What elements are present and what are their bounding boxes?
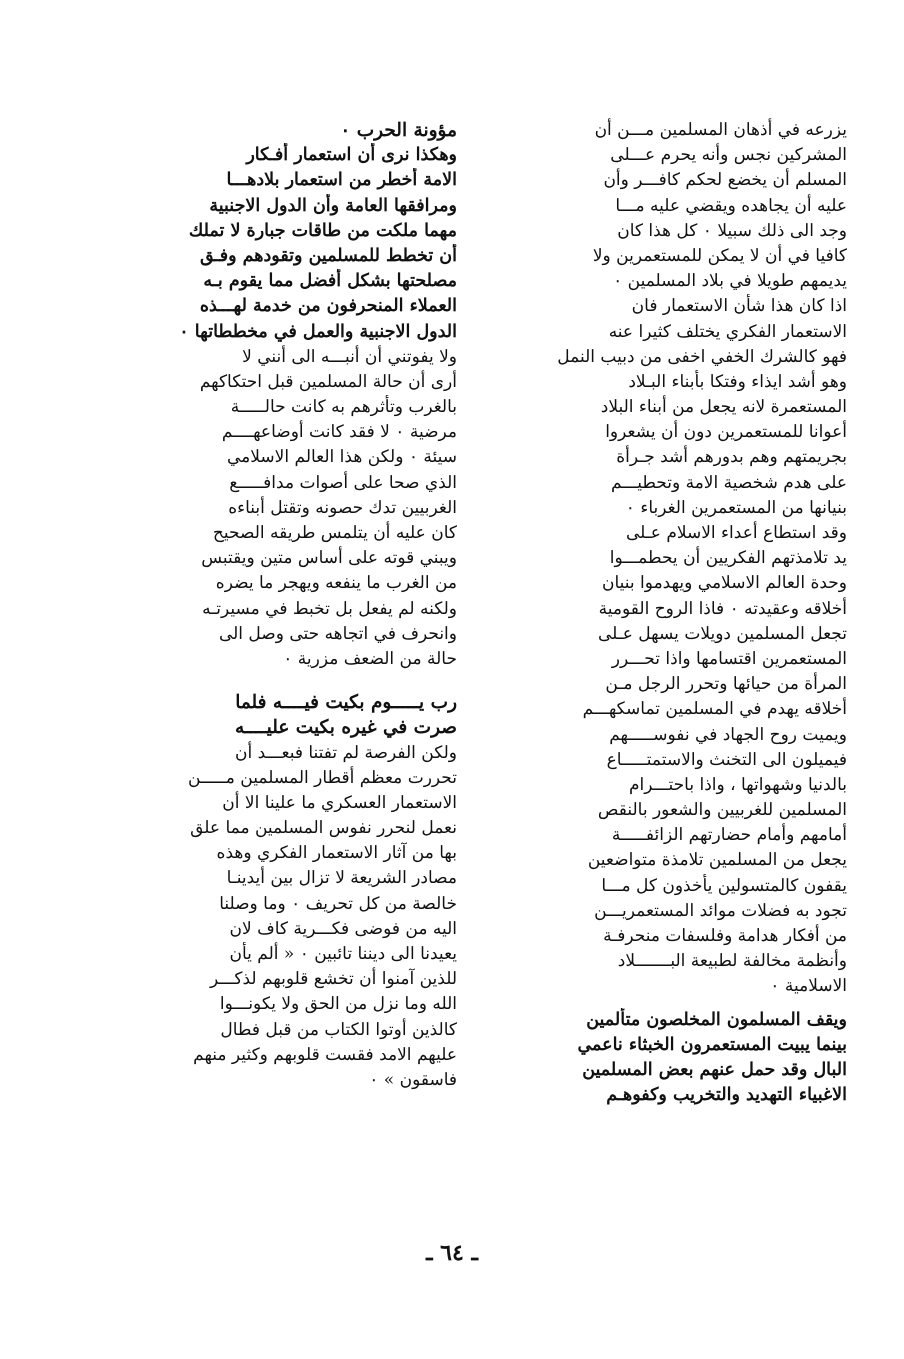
bold-text-line: ويقف المسلمون المخلصون متألمين xyxy=(586,1009,847,1030)
text-line: أخلاقه وعقيدته ٠ فاذا الروح القومية xyxy=(598,598,847,619)
text-line: يجعل من المسلمين تلامذة متواضعين xyxy=(587,850,847,871)
section-heading: مؤونة الحرب ٠ xyxy=(340,120,457,141)
page-number: ـ ٦٤ ـ xyxy=(426,1240,478,1266)
text-line: أخلاقه يهدم في المسلمين تماسكهـــم xyxy=(582,699,847,720)
bold-text-line: مهما ملكت من طاقات جبارة لا تملك xyxy=(188,220,457,241)
verse-line: صرت في غيره بكيت عليــــه xyxy=(235,717,457,739)
bold-text-line: ومرافقها العامة وأن الدول الاجنبية xyxy=(209,195,457,216)
text-line: فهو كالشرك الخفي اخفى من دبيب النمل xyxy=(557,346,847,367)
text-line: اذا كان هذا شأن الاستعمار فان xyxy=(631,296,847,317)
text-line: من الغرب ما ينفعه ويهجر ما يضره xyxy=(215,573,457,594)
bold-text-line: العملاء المنحرفون من خدمة لهـــذه xyxy=(199,296,457,317)
left-paragraph-2 xyxy=(127,741,457,1094)
text-line: وحدة العالم الاسلامي ويهدموا بنيان xyxy=(602,573,847,594)
text-line: المستعمرة لانه يجعل من أبناء البلاد xyxy=(600,397,847,418)
text-line: خالصة من كل تحريف ٠ وما وصلنا xyxy=(219,893,457,914)
text-line: أعوانا للمستعمرين دون أن يشعروا xyxy=(605,422,847,443)
text-line: وجد الى ذلك سبيلا ٠ كل هذا كان xyxy=(617,220,847,241)
left-bold-paragraph xyxy=(127,143,457,345)
text-line: الله وما نزل من الحق ولا يكونـــوا xyxy=(219,994,457,1015)
bold-text-line: الامة أخطر من استعمار بلادهـــا xyxy=(226,170,457,191)
text-line: يديمهم طويلا في بلاد المسلمين ٠ xyxy=(613,271,847,292)
text-line: كالذين أوتوا الكتاب من قبل فطال xyxy=(220,1019,457,1040)
bold-text-line: البال وقد حمل عنهم بعض المسلمين xyxy=(582,1059,847,1080)
text-line: المشركين نجس وأنه يحرم عـــلى xyxy=(610,145,847,166)
text-line: تجود به فضلات موائد المستعمريـــن xyxy=(594,900,847,921)
text-line: ويبني قوته على أساس متين ويقتبس xyxy=(201,548,457,569)
text-line: فيميلون الى التخنث والاستمتـــــاع xyxy=(606,749,847,770)
text-line: يعيدنا الى ديننا تائبين ٠ « ألم يأن xyxy=(229,944,457,964)
text-line: الاسلامية ٠ xyxy=(770,976,847,997)
text-line: حالة من الضعف مزرية ٠ xyxy=(283,648,457,669)
text-line: ولكنه لم يفعل بل تخبط في مسيرتـه xyxy=(202,598,457,619)
text-line: مصادر الشريعة لا تزال بين أيدينـا xyxy=(226,868,457,889)
text-line: يزرعه في أذهان المسلمين مـــن أن xyxy=(594,120,847,140)
text-line: من أفكار هدامة وفلسفات منحرفـة xyxy=(603,926,847,946)
text-line: تجعل المسلمين دويلات يسهل عـلى xyxy=(597,623,847,644)
text-line: وانحرف في اتجاهه حتى وصل الى xyxy=(218,623,457,644)
text-line: وهو أشد ايذاء وفتكا بأبناء البـلاد xyxy=(628,371,847,392)
right-paragraphs xyxy=(492,118,847,1000)
text-line: الاستعمار الفكري يختلف كثيرا عنه xyxy=(608,321,847,342)
text-line: كافيا في أن لا يمكن للمستعمرين ولا xyxy=(592,245,847,266)
text-line: فاسقون » ٠ xyxy=(369,1069,457,1090)
text-line: بجريمتهم وهم بدورهم أشد جـرأة xyxy=(616,447,847,468)
text-line: يقفون كالمتسولين يأخذون كل مـــا xyxy=(601,875,847,896)
text-line: عليهم الامد فقست قلوبهم وكثير منهم xyxy=(193,1044,457,1065)
text-line: المستعمرين اقتسامها واذا تحـــرر xyxy=(611,648,847,669)
text-line: بها من آثار الاستعمار الفكري وهذه xyxy=(216,843,457,864)
text-line: ولا يفوتني أن أنبـــه الى أنني لا xyxy=(242,346,457,367)
left-column xyxy=(127,118,457,1093)
text-line: على هدم شخصية الامة وتحطيـــم xyxy=(610,472,847,493)
right-column xyxy=(492,118,847,1108)
bold-text-line: أن تخطط للمسلمين وتقودهم وفـق xyxy=(199,245,457,266)
text-line: كان عليه أن يتلمس طريقه الصحيح xyxy=(212,523,457,543)
bold-text-line: الدول الاجنبية والعمل في مخططاتها ٠ xyxy=(179,321,457,342)
text-line: بالدنيا وشهواتها ، واذا باحتـــرام xyxy=(628,774,847,795)
text-line: يد تلامذتهم الفكريين أن يحطمـــوا xyxy=(609,548,847,569)
text-line: بنيانها من المستعمرين الغرباء ٠ xyxy=(625,497,847,518)
text-line: الاستعمار العسكري ما علينا الا أن xyxy=(222,792,457,813)
poem-verse xyxy=(127,690,457,740)
text-line: اليه من فوضى فكـــرية كاف لان xyxy=(229,918,457,939)
bold-text-line: وهكذا نرى أن استعمار أفـكار xyxy=(246,145,457,166)
text-line: تحررت معظم أقطار المسلمين مـــــن xyxy=(187,767,457,788)
spacer xyxy=(492,1000,847,1008)
text-line: ولكن الفرصة لم تفتنا فبعـــد أن xyxy=(235,742,457,763)
left-paragraph-1 xyxy=(127,345,457,672)
text-line: المسلمين للغربيين والشعور بالنقص xyxy=(597,800,847,821)
text-line: بالغرب وتأثرهم به كانت حالـــــة xyxy=(230,397,457,418)
text-line: عليه أن يجاهده ويقضي عليه مـــا xyxy=(615,195,847,216)
text-line: أرى أن حالة المسلمين قبل احتكاكهم xyxy=(199,371,457,392)
verse-line: رب يـــــوم بكيت فيــــه فلما xyxy=(235,692,457,714)
text-line: مرضية ٠ لا فقد كانت أوضاعهــــم xyxy=(221,422,457,443)
text-line: أمامهم وأمام حضارتهم الزائفـــــة xyxy=(611,825,847,846)
text-line: للذين آمنوا أن تخشع قلوبهم لذكـــر xyxy=(210,969,457,990)
text-line: ويميت روح الجهاد في نفوســـــهم xyxy=(609,724,847,745)
bold-text-line: بينما يبيت المستعمرون الخبثاء ناعمي xyxy=(577,1034,847,1055)
text-line: المرأة من حيائها وتحرر الرجل مـن xyxy=(605,674,847,695)
text-line: وقد استطاع أعداء الاسلام عـلى xyxy=(626,523,847,543)
text-line: الغربيين تدك حصونه وتقتل أبناءه xyxy=(228,497,457,518)
right-bold-paragraph xyxy=(492,1008,847,1109)
text-line: وأنظمة مخالفة لطبيعة البـــــــلاد xyxy=(617,951,847,972)
bold-text-line: الاغبياء التهديد والتخريب وكفوهـم xyxy=(606,1085,847,1106)
spacer xyxy=(127,672,457,690)
text-line: نعمل لنحرر نفوس المسلمين مما علق xyxy=(190,818,457,839)
text-line: سيئة ٠ ولكن هذا العالم الاسلامي xyxy=(227,447,457,468)
bold-text-line: مصلحتها بشكل أفضل مما يقوم بـه xyxy=(203,271,457,292)
text-line: المسلم أن يخضع لحكم كافـــر وأن xyxy=(603,170,847,191)
text-line: الذي صحا على أصوات مدافـــــع xyxy=(229,472,457,493)
